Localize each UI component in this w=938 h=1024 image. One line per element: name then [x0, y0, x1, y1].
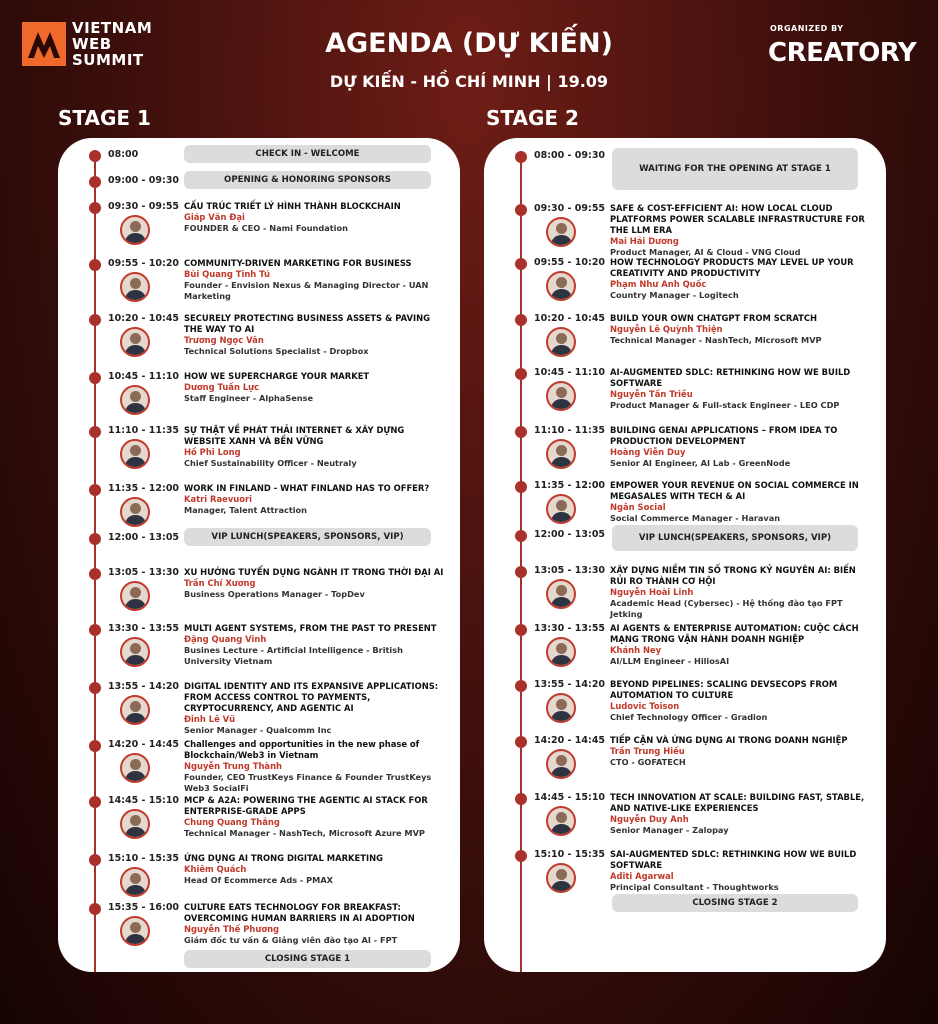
- speaker-avatar: [120, 385, 150, 415]
- talk-title: TIẾP CẬN VÀ ỨNG DỤNG AI TRONG DOANH NGHIỆP: [610, 735, 848, 745]
- timeline-dot: [515, 566, 527, 578]
- talk-title: AI AGENTS & ENTERPRISE AUTOMATION: CUỘC CÁCH MẠNG TRONG VẬN HÀNH DOANH NGHIỆP: [610, 623, 859, 644]
- talk-block: [184, 201, 448, 234]
- timeline-dot: [89, 740, 101, 752]
- session-time: 14:45 - 15:10: [534, 792, 606, 803]
- avatar-body-shape: [125, 457, 146, 469]
- avatar-body-shape: [125, 233, 146, 245]
- avatar-head-shape: [130, 701, 141, 712]
- speaker-avatar: [546, 579, 576, 609]
- speaker-role: Product Manager, AI & Cloud - VNG Cloud: [610, 247, 801, 257]
- talk-block: [610, 203, 874, 258]
- avatar-head-shape: [130, 815, 141, 826]
- avatar-body-shape: [125, 403, 146, 415]
- speaker-role: CTO - GOFATECH: [610, 757, 686, 767]
- timeline-line: [94, 150, 96, 972]
- session-time: 14:20 - 14:45: [534, 735, 606, 746]
- speaker-role: FOUNDER & CEO - Nami Foundation: [184, 223, 348, 233]
- session-time: 10:20 - 10:45: [108, 313, 180, 324]
- talk-title: MULTI AGENT SYSTEMS, FROM THE PAST TO PRESENT: [184, 623, 437, 633]
- break-pill: WAITING FOR THE OPENING AT STAGE 1: [612, 148, 858, 190]
- speaker-name: Nguyễn Duy Anh: [610, 814, 689, 824]
- session-time: 08:00: [108, 149, 139, 160]
- session-time: 13:05 - 13:30: [108, 567, 180, 578]
- speaker-avatar: [120, 637, 150, 667]
- avatar-body-shape: [125, 515, 146, 527]
- speaker-avatar: [546, 806, 576, 836]
- avatar-head-shape: [130, 445, 141, 456]
- speaker-name: Trần Chí Xương: [184, 578, 256, 588]
- talk-title: BUILD YOUR OWN CHATGPT FROM SCRATCH: [610, 313, 818, 323]
- speaker-name: Ludovic Toison: [610, 701, 680, 711]
- talk-title: CULTURE EATS TECHNOLOGY FOR BREAKFAST: OVERCOMING HUMAN BARRIERS IN AI ADOPTION: [184, 902, 415, 923]
- logo-line: VIETNAM: [72, 19, 153, 37]
- avatar-body-shape: [551, 824, 572, 836]
- speaker-name: Khiêm Quách: [184, 864, 247, 874]
- speaker-avatar: [120, 581, 150, 611]
- speaker-role: Giám đốc tư vấn & Giảng viên đào tạo AI - FPT: [184, 935, 398, 945]
- timeline-dot: [89, 484, 101, 496]
- avatar-head-shape: [130, 333, 141, 344]
- avatar-body-shape: [551, 289, 572, 301]
- avatar-head-shape: [130, 391, 141, 402]
- session-time: 10:20 - 10:45: [534, 313, 606, 324]
- speaker-role: Technical Manager - NashTech, Microsoft MVP: [610, 335, 822, 345]
- speaker-avatar: [120, 327, 150, 357]
- speaker-name: Dương Tuấn Lực: [184, 382, 260, 392]
- talk-title: WORK IN FINLAND - WHAT FINLAND HAS TO OFFER?: [184, 483, 430, 493]
- timeline-dot: [515, 426, 527, 438]
- timeline-dot: [515, 314, 527, 326]
- speaker-role: Business Operations Manager - TopDev: [184, 589, 365, 599]
- session-time: 13:05 - 13:30: [534, 565, 606, 576]
- session-time: 13:55 - 14:20: [534, 679, 606, 690]
- timeline-dot: [515, 850, 527, 862]
- timeline-dot: [89, 903, 101, 915]
- speaker-role: Product Manager & Full-stack Engineer - LEO CDP: [610, 400, 840, 410]
- speaker-avatar: [120, 916, 150, 946]
- talk-block: [610, 425, 874, 469]
- talk-title: DIGITAL IDENTITY AND ITS EXPANSIVE APPLICATIONS: FROM ACCESS CONTROL TO PAYMENTS, CRYPTOCURRENCY, AND AGENTIC AI: [184, 681, 439, 713]
- session-time: 15:35 - 16:00: [108, 902, 180, 913]
- avatar-head-shape: [130, 873, 141, 884]
- break-pill: CHECK IN - WELCOME: [184, 145, 431, 163]
- timeline-line: [520, 151, 522, 972]
- timeline-dot: [89, 314, 101, 326]
- avatar-body-shape: [125, 655, 146, 667]
- talk-title: SAI-AUGMENTED SDLC: RETHINKING HOW WE BUILD SOFTWARE: [610, 849, 857, 870]
- avatar-head-shape: [130, 587, 141, 598]
- talk-title: Challenges and opportunities in the new phase of Blockchain/Web3 in Vietnam: [184, 739, 420, 760]
- session-time: 14:20 - 14:45: [108, 739, 180, 750]
- session-time: 08:00 - 09:30: [534, 150, 606, 161]
- speaker-avatar: [120, 272, 150, 302]
- timeline-dot: [515, 204, 527, 216]
- talk-title: SAFE & COST-EFFICIENT AI: HOW LOCAL CLOUD PLATFORMS POWER SCALABLE INFRASTRUCTURE FOR THE LLM ERA: [610, 203, 865, 235]
- avatar-head-shape: [130, 278, 141, 289]
- speaker-role: Academic Head (Cybersec) - Hệ thống đào tạo FPT Jetking: [610, 598, 843, 619]
- avatar-head-shape: [130, 503, 141, 514]
- talk-title: BUILDING GENAI APPLICATIONS – FROM IDEA TO PRODUCTION DEVELOPMENT: [610, 425, 838, 446]
- talk-title: SỰ THẬT VỀ PHÁT THẢI INTERNET & XÂY DỰNG WEBSITE XANH VÀ BỀN VỮNG: [184, 425, 405, 446]
- session-time: 11:10 - 11:35: [108, 425, 180, 436]
- speaker-name: Katri Raevuori: [184, 494, 253, 504]
- break-pill: VIP LUNCH(SPEAKERS, SPONSORS, VIP): [612, 525, 858, 551]
- organized-by-label: ORGANIZED BY: [770, 24, 844, 33]
- speaker-name: Nguyễn Lê Quỳnh Thiện: [610, 324, 723, 334]
- avatar-body-shape: [125, 345, 146, 357]
- session-time: 10:45 - 11:10: [108, 371, 180, 382]
- avatar-head-shape: [556, 699, 567, 710]
- speaker-avatar: [120, 695, 150, 725]
- timeline-dot: [89, 259, 101, 271]
- avatar-body-shape: [125, 599, 146, 611]
- talk-block: [610, 623, 874, 667]
- talk-block: [610, 367, 874, 411]
- avatar-head-shape: [556, 585, 567, 596]
- speaker-avatar: [120, 867, 150, 897]
- speaker-avatar: [546, 271, 576, 301]
- timeline-dot: [515, 151, 527, 163]
- session-time: 12:00 - 13:05: [534, 529, 606, 540]
- talk-title: CẤU TRÚC TRIẾT LÝ HÌNH THÀNH BLOCKCHAIN: [184, 201, 401, 211]
- stage-1-title: STAGE 1: [58, 106, 151, 130]
- speaker-name: Phạm Như Anh Quốc: [610, 279, 707, 289]
- session-time: 13:30 - 13:55: [534, 623, 606, 634]
- timeline-dot: [89, 372, 101, 384]
- talk-title: EMPOWER YOUR REVENUE ON SOCIAL COMMERCE IN MEGASALES WITH TECH & AI: [610, 480, 859, 501]
- talk-block: [610, 257, 874, 301]
- talk-block: [184, 483, 448, 516]
- speaker-role: Founder - Envision Nexus & Managing Director - UAN Marketing: [184, 280, 429, 301]
- organizer-logo: CREATORY: [768, 38, 917, 68]
- speaker-name: Đinh Lê Vũ: [184, 714, 236, 724]
- talk-title: HOW WE SUPERCHARGE YOUR MARKET: [184, 371, 370, 381]
- speaker-role: Technical Manager - NashTech, Microsoft Azure MVP: [184, 828, 425, 838]
- page-title: AGENDA (DỰ KIẾN): [325, 28, 613, 59]
- avatar-head-shape: [556, 869, 567, 880]
- speaker-name: Đặng Quang Vinh: [184, 634, 267, 644]
- session-time: 12:00 - 13:05: [108, 532, 180, 543]
- avatar-body-shape: [551, 457, 572, 469]
- timeline-dot: [89, 568, 101, 580]
- talk-block: [184, 902, 448, 946]
- avatar-head-shape: [556, 223, 567, 234]
- session-time: 10:45 - 11:10: [534, 367, 606, 378]
- session-time: 13:55 - 14:20: [108, 681, 180, 692]
- talk-title: SECURELY PROTECTING BUSINESS ASSETS & PAVING THE WAY TO AI: [184, 313, 430, 334]
- speaker-avatar: [120, 753, 150, 783]
- talk-title: MCP & A2A: POWERING THE AGENTIC AI STACK FOR ENTERPRISE-GRADE APPS: [184, 795, 428, 816]
- talk-block: [610, 480, 874, 524]
- timeline-dot: [515, 624, 527, 636]
- timeline-dot: [515, 793, 527, 805]
- talk-title: TECH INNOVATION AT SCALE: BUILDING FAST, STABLE, AND NATIVE-LIKE EXPERIENCES: [610, 792, 865, 813]
- avatar-body-shape: [125, 885, 146, 897]
- speaker-role: Technical Solutions Specialist - Dropbox: [184, 346, 369, 356]
- stage-2-title: STAGE 2: [486, 106, 579, 130]
- session-time: 11:35 - 12:00: [108, 483, 180, 494]
- speaker-name: Trương Ngọc Vân: [184, 335, 264, 345]
- speaker-avatar: [546, 637, 576, 667]
- timeline-dot: [89, 150, 101, 162]
- speaker-avatar: [120, 215, 150, 245]
- speaker-avatar: [546, 494, 576, 524]
- talk-title: XÂY DỰNG NIỀM TIN SỐ TRONG KỶ NGUYÊN AI: BIẾN RỦI RO THÀNH CƠ HỘI: [610, 565, 856, 586]
- speaker-role: Chief Technology Officer - Gradion: [610, 712, 768, 722]
- stage-1-card: [58, 138, 460, 972]
- speaker-name: Hoàng Viễn Duy: [610, 447, 686, 457]
- timeline-dot: [515, 680, 527, 692]
- timeline-dot: [89, 426, 101, 438]
- timeline-dot: [515, 258, 527, 270]
- timeline-dot: [89, 533, 101, 545]
- avatar-head-shape: [130, 759, 141, 770]
- speaker-avatar: [546, 863, 576, 893]
- speaker-role: Senior AI Engineer, AI Lab - GreenNode: [610, 458, 791, 468]
- talk-block: [610, 313, 874, 346]
- avatar-body-shape: [551, 512, 572, 524]
- avatar-body-shape: [125, 827, 146, 839]
- avatar-body-shape: [551, 767, 572, 779]
- timeline-dot: [89, 176, 101, 188]
- avatar-body-shape: [551, 597, 572, 609]
- speaker-role: Founder, CEO TrustKeys Finance & Founder TrustKeys Web3 SocialFi: [184, 772, 432, 793]
- talk-title: XU HƯỚNG TUYỂN DỤNG NGÀNH IT TRONG THỜI ĐẠI AI: [184, 567, 444, 577]
- talk-block: [184, 371, 448, 404]
- speaker-name: Bùi Quang Tinh Tú: [184, 269, 270, 279]
- avatar-body-shape: [125, 934, 146, 946]
- avatar-head-shape: [130, 221, 141, 232]
- break-pill: OPENING & HONORING SPONSORS: [184, 171, 431, 189]
- session-time: 13:30 - 13:55: [108, 623, 180, 634]
- speaker-avatar: [546, 217, 576, 247]
- avatar-head-shape: [556, 387, 567, 398]
- speaker-role: AI/LLM Engineer - HiliosAI: [610, 656, 730, 666]
- avatar-body-shape: [551, 655, 572, 667]
- closing-stage-pill: CLOSING STAGE 2: [612, 894, 858, 912]
- avatar-body-shape: [551, 711, 572, 723]
- avatar-head-shape: [556, 643, 567, 654]
- speaker-name: Trần Trung Hiếu: [610, 746, 685, 756]
- avatar-body-shape: [125, 290, 146, 302]
- talk-block: [184, 795, 448, 839]
- speaker-avatar: [546, 327, 576, 357]
- avatar-head-shape: [556, 277, 567, 288]
- session-time: 09:55 - 10:20: [108, 258, 180, 269]
- speaker-role: Principal Consultant - Thoughtworks: [610, 882, 779, 892]
- avatar-head-shape: [556, 333, 567, 344]
- speaker-role: Chief Sustainability Officer - Neutraly: [184, 458, 357, 468]
- speaker-name: Aditi Agarwal: [610, 871, 674, 881]
- page-subtitle: DỰ KIẾN - HỒ CHÍ MINH | 19.09: [329, 72, 609, 91]
- speaker-avatar: [546, 381, 576, 411]
- session-time: 15:10 - 15:35: [534, 849, 606, 860]
- session-time: 11:35 - 12:00: [534, 480, 606, 491]
- timeline-dot: [515, 368, 527, 380]
- session-time: 15:10 - 15:35: [108, 853, 180, 864]
- talk-block: [184, 623, 448, 667]
- timeline-dot: [515, 530, 527, 542]
- speaker-role: Busines Lecture - Artificial Intelligence - British University Vietnam: [184, 645, 403, 666]
- logo-line: WEB: [72, 35, 112, 53]
- avatar-body-shape: [551, 235, 572, 247]
- speaker-name: Chung Quang Thắng: [184, 817, 280, 827]
- avatar-head-shape: [130, 922, 141, 933]
- session-time: 09:55 - 10:20: [534, 257, 606, 268]
- avatar-body-shape: [125, 771, 146, 783]
- stage-2-card: [484, 138, 886, 972]
- closing-stage-pill: CLOSING STAGE 1: [184, 950, 431, 968]
- talk-title: HOW TECHNOLOGY PRODUCTS MAY LEVEL UP YOUR CREATIVITY AND PRODUCTIVITY: [610, 257, 854, 278]
- timeline-dot: [89, 796, 101, 808]
- talk-block: [184, 739, 448, 794]
- avatar-body-shape: [125, 713, 146, 725]
- speaker-name: Hồ Phi Long: [184, 447, 241, 457]
- speaker-name: Nguyễn Trung Thành: [184, 761, 282, 771]
- speaker-avatar: [546, 693, 576, 723]
- avatar-head-shape: [556, 500, 567, 511]
- talk-block: [610, 679, 874, 723]
- speaker-name: Ngân Social: [610, 502, 666, 512]
- talk-block: [184, 313, 448, 357]
- speaker-avatar: [546, 749, 576, 779]
- talk-title: COMMUNITY-DRIVEN MARKETING FOR BUSINESS: [184, 258, 412, 268]
- timeline-dot: [89, 854, 101, 866]
- speaker-role: Staff Engineer - AlphaSense: [184, 393, 314, 403]
- speaker-name: Khánh Ney: [610, 645, 662, 655]
- speaker-name: Giáp Văn Đại: [184, 212, 245, 222]
- talk-title: BEYOND PIPELINES: SCALING DEVSECOPS FROM AUTOMATION TO CULTURE: [610, 679, 838, 700]
- speaker-avatar: [120, 497, 150, 527]
- session-time: 11:10 - 11:35: [534, 425, 606, 436]
- session-time: 09:30 - 09:55: [534, 203, 606, 214]
- timeline-dot: [89, 682, 101, 694]
- talk-block: [610, 735, 874, 768]
- avatar-body-shape: [551, 345, 572, 357]
- timeline-dot: [515, 481, 527, 493]
- timeline-dot: [89, 624, 101, 636]
- talk-block: [184, 567, 448, 600]
- session-time: 09:30 - 09:55: [108, 201, 180, 212]
- speaker-avatar: [120, 439, 150, 469]
- timeline-dot: [515, 736, 527, 748]
- speaker-name: Nguyễn Hoài Linh: [610, 587, 694, 597]
- session-time: 14:45 - 15:10: [108, 795, 180, 806]
- talk-title: AI-AUGMENTED SDLC: RETHINKING HOW WE BUILD SOFTWARE: [610, 367, 851, 388]
- speaker-name: Nguyễn Tấn Triều: [610, 389, 693, 399]
- speaker-role: Senior Manager - Qualcomm Inc: [184, 725, 332, 735]
- avatar-head-shape: [556, 812, 567, 823]
- speaker-name: Nguyễn Thế Phương: [184, 924, 280, 934]
- speaker-name: Mai Hải Dương: [610, 236, 679, 246]
- speaker-role: Head Of Ecommerce Ads - PMAX: [184, 875, 333, 885]
- avatar-head-shape: [556, 755, 567, 766]
- avatar-head-shape: [130, 643, 141, 654]
- talk-block: [184, 425, 448, 469]
- talk-block: [610, 565, 874, 620]
- speaker-role: Senior Manager - Zalopay: [610, 825, 729, 835]
- avatar-body-shape: [551, 399, 572, 411]
- speaker-role: Manager, Talent Attraction: [184, 505, 307, 515]
- talk-block: [610, 792, 874, 836]
- speaker-avatar: [120, 809, 150, 839]
- avatar-head-shape: [556, 445, 567, 456]
- talk-block: [184, 853, 448, 886]
- talk-block: [184, 258, 448, 302]
- talk-block: [610, 849, 874, 893]
- speaker-avatar: [546, 439, 576, 469]
- timeline-dot: [89, 202, 101, 214]
- logo-line: SUMMIT: [72, 51, 144, 69]
- speaker-role: Country Manager - Logitech: [610, 290, 739, 300]
- talk-block: [184, 681, 448, 736]
- speaker-role: Social Commerce Manager - Haravan: [610, 513, 781, 523]
- session-time: 09:00 - 09:30: [108, 175, 180, 186]
- break-pill: VIP LUNCH(SPEAKERS, SPONSORS, VIP): [184, 528, 431, 546]
- talk-title: ỨNG DỤNG AI TRONG DIGITAL MARKETING: [184, 853, 383, 863]
- avatar-body-shape: [551, 881, 572, 893]
